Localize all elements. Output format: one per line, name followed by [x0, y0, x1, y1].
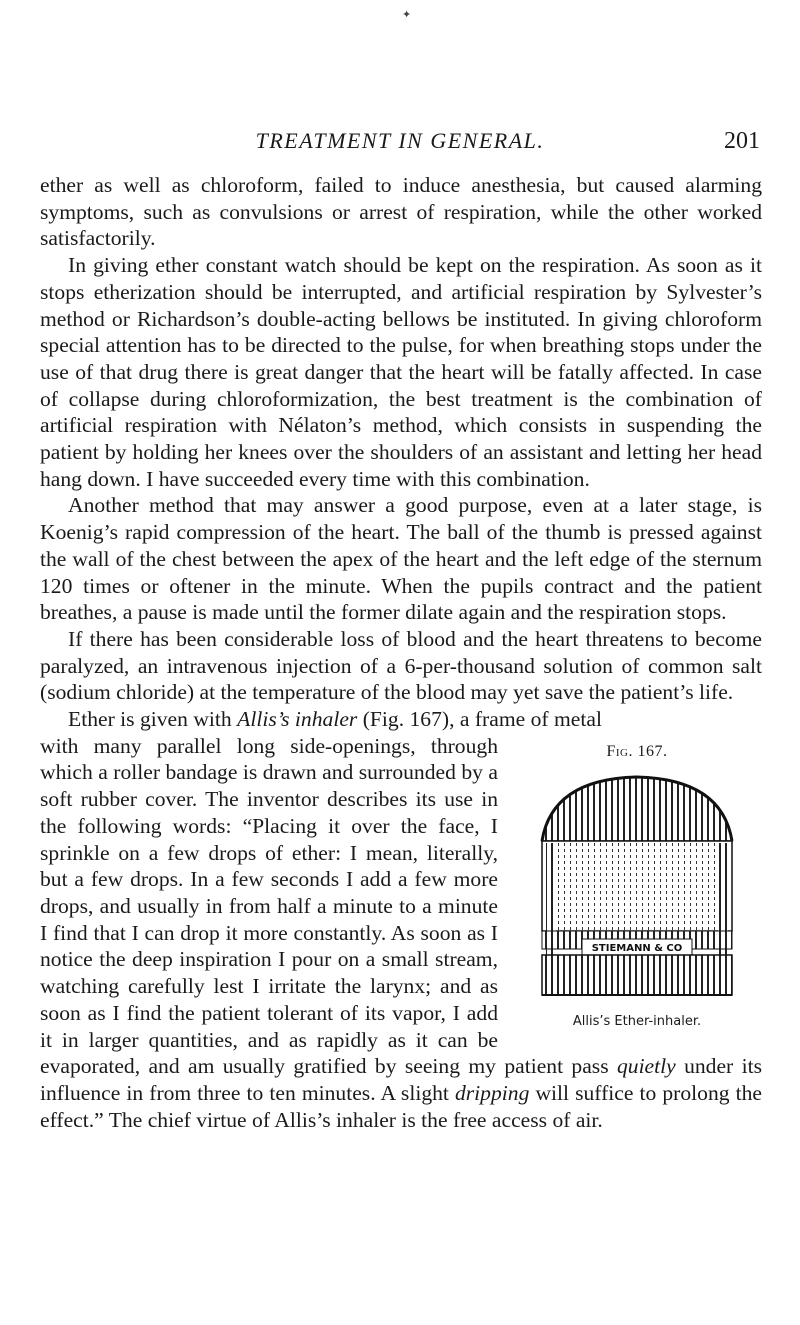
maker-engraving: STIEMANN & CO — [591, 943, 683, 955]
inhaler-section — [40, 706, 762, 1133]
text-run: with many parallel long side-openings, through which a roller bandage is drawn and surrounded by a soft rubber cover. The inventor describes its use in the following words: “Placing it over the face, I sprinkle on a few drops of ether: I mean, literally, but a few drops. In a few seconds I add a few more drops, and usually in from half a minute to a minute I find that I can drop it more constantly. As soon as I notice the deep inspiration I pour on a small stream, watching carefully lest I irritate the larynx; and as soon as I find the patient tolerant of its vapor, I add it in larger quantities, and as rapidly as it can be evaporated, and am usually gratified by seeing my patient pass — [40, 733, 617, 1079]
text-run: under its influence in from three to ten minutes. A slight — [40, 1054, 762, 1105]
italic-term: dripping — [454, 1080, 530, 1105]
text-run: Ether is given with — [68, 707, 238, 732]
figure-caption: Allis’s Ether-inhaler. — [572, 1014, 702, 1030]
page-number: 201 — [724, 128, 760, 154]
paragraph-1: ether as well as chloroform, failed to induce anesthesia, but caused alarming symptoms, such as convulsions or arrest of respiration, while the other worked satisfactorily. — [40, 173, 762, 251]
paragraph-4: If there has been considerable loss of blood and the heart threatens to become paralyzed, an intravenous injection of a 6-per-thousand solution of common salt (sodium chloride) at the temperature of the blood may yet save the patient’s life. — [40, 626, 762, 705]
paragraph-5-first-line — [40, 706, 762, 733]
text-run: (Fig. 167), a frame of metal — [357, 707, 602, 732]
text-run: will suffice to prolong the effect.” The chief virtue of Allis’s inhaler is the free access of air. — [40, 1080, 762, 1132]
italic-term: quietly — [616, 1054, 676, 1079]
paragraph-2: In giving ether constant watch should be kept on the respiration. As soon as it stops etherization should be interrupted, and artificial respiration by Sylvester’s method or Richardson’s double-acting bellows be instituted. In giving chloroform special attention has to be directed to the pulse, for when breathing stops under the use of that drug there is great danger that the heart will be fatally affected. In case of collapse during chloroformization, the best treatment is the combination of artificial respiration with Nélaton’s method, which consists in suspending the patient by holding her knees over the shoulders of an assistant and letting her head hang down. I have succeeded every time with this combination. — [40, 253, 762, 491]
figure-167 — [512, 739, 762, 1036]
italic-term: Allis’s inhaler — [237, 707, 358, 732]
ether-inhaler-illustration — [532, 771, 742, 1001]
running-head: TREATMENT IN GENERAL. — [255, 128, 545, 153]
printer-mark: ✦ — [402, 9, 412, 21]
page-header — [40, 128, 760, 158]
body-text — [40, 172, 762, 1133]
paragraph-3: Another method that may answer a good purpose, even at a later stage, is Koenig’s rapid compression of the heart. The ball of the thumb is pressed against the wall of the chest between the apex of the heart and the left edge of the sternum 120 times or oftener in the minute. When the pupils contract and the patient breathes, a pause is made until the former dilate again and the respiration stops. — [40, 493, 762, 625]
figure-label: Fig. 167. — [606, 742, 668, 760]
